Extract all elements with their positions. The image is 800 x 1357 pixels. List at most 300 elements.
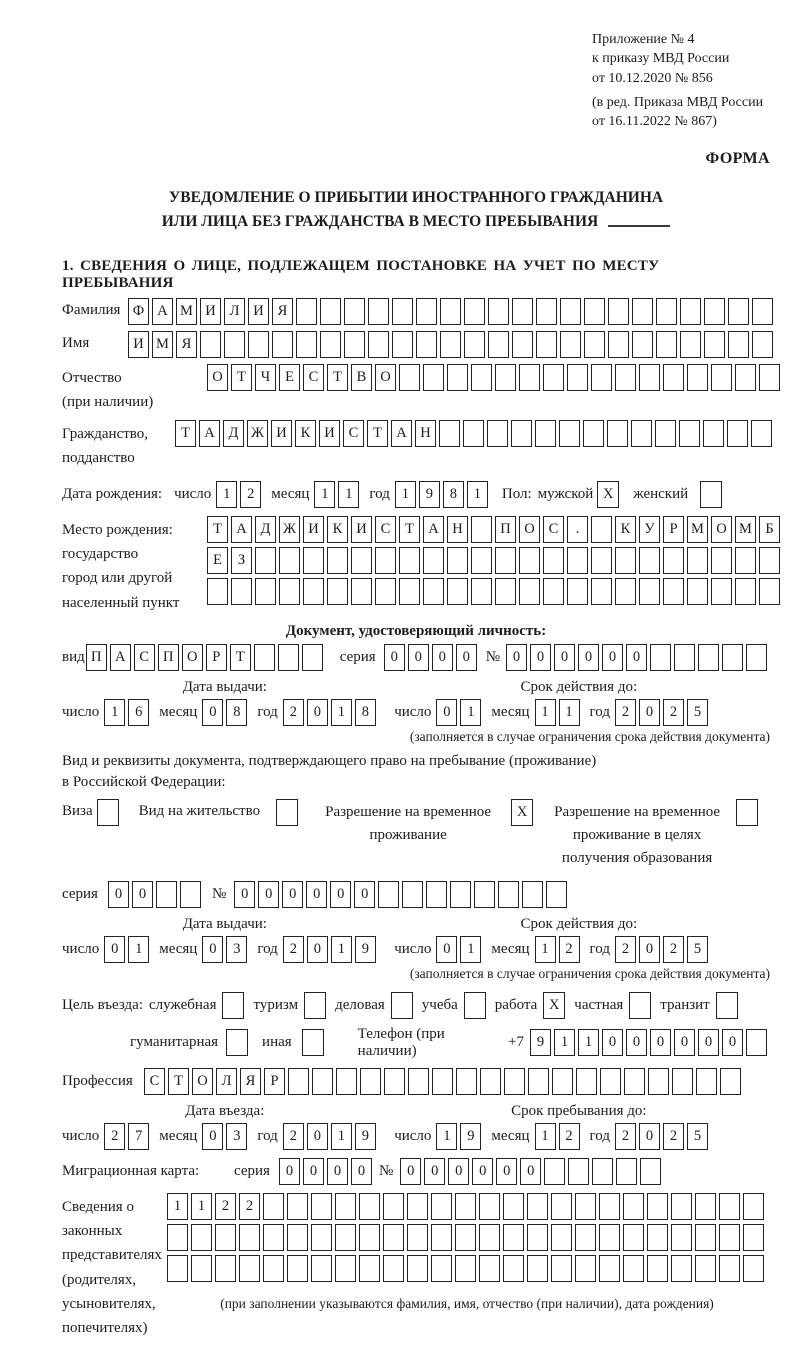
char-box[interactable]: И [319, 420, 340, 447]
char-box[interactable] [480, 1068, 501, 1095]
char-box[interactable] [344, 298, 365, 325]
char-box[interactable]: 6 [128, 699, 149, 726]
char-box[interactable]: 0 [424, 1158, 445, 1185]
char-box[interactable]: 1 [535, 699, 556, 726]
char-box[interactable] [536, 331, 557, 358]
char-box[interactable] [488, 298, 509, 325]
char-box[interactable]: 2 [104, 1123, 125, 1150]
char-box[interactable]: 0 [351, 1158, 372, 1185]
char-box[interactable] [674, 644, 695, 671]
char-box[interactable] [320, 331, 341, 358]
char-box[interactable] [608, 331, 629, 358]
char-box[interactable] [591, 578, 612, 605]
char-box[interactable]: О [207, 364, 228, 391]
char-box[interactable] [272, 331, 293, 358]
char-box[interactable] [287, 1193, 308, 1220]
char-box[interactable] [156, 881, 177, 908]
char-box[interactable] [527, 1193, 548, 1220]
char-box[interactable] [671, 1193, 692, 1220]
char-box[interactable] [639, 364, 660, 391]
char-box[interactable]: Т [230, 644, 251, 671]
char-box[interactable]: К [615, 516, 636, 543]
char-box[interactable] [680, 298, 701, 325]
char-box[interactable]: 1 [460, 936, 481, 963]
char-box[interactable] [519, 547, 540, 574]
char-box[interactable] [311, 1224, 332, 1251]
char-box[interactable] [431, 1193, 452, 1220]
char-box[interactable]: С [543, 516, 564, 543]
char-box[interactable] [575, 1193, 596, 1220]
char-box[interactable] [695, 1255, 716, 1282]
char-box[interactable]: Д [255, 516, 276, 543]
char-box[interactable] [687, 547, 708, 574]
char-box[interactable] [543, 364, 564, 391]
char-box[interactable]: 0 [554, 644, 575, 671]
char-box[interactable] [648, 1068, 669, 1095]
char-box[interactable]: 0 [282, 881, 303, 908]
char-box[interactable]: 3 [226, 936, 247, 963]
char-box[interactable] [471, 578, 492, 605]
char-box[interactable]: П [86, 644, 107, 671]
char-box[interactable]: 2 [559, 936, 580, 963]
char-box[interactable] [439, 420, 460, 447]
char-box[interactable] [671, 1255, 692, 1282]
char-box[interactable]: 0 [306, 881, 327, 908]
char-box[interactable] [440, 298, 461, 325]
char-box[interactable] [479, 1224, 500, 1251]
char-box[interactable]: 1 [128, 936, 149, 963]
char-box[interactable]: И [271, 420, 292, 447]
char-box[interactable] [200, 331, 221, 358]
char-box[interactable] [591, 516, 612, 543]
char-box[interactable]: У [639, 516, 660, 543]
char-box[interactable]: Л [216, 1068, 237, 1095]
char-box[interactable] [728, 331, 749, 358]
char-box[interactable]: Я [176, 331, 197, 358]
char-box[interactable]: П [495, 516, 516, 543]
char-box[interactable]: 0 [639, 936, 660, 963]
char-box[interactable]: Т [168, 1068, 189, 1095]
char-box[interactable] [567, 578, 588, 605]
char-box[interactable] [288, 1068, 309, 1095]
char-box[interactable]: А [152, 298, 173, 325]
char-box[interactable]: 1 [578, 1029, 599, 1056]
char-box[interactable] [632, 298, 653, 325]
char-box[interactable] [743, 1255, 764, 1282]
char-box[interactable] [543, 578, 564, 605]
char-box[interactable]: 0 [722, 1029, 743, 1056]
char-box[interactable] [224, 331, 245, 358]
char-box[interactable]: 0 [279, 1158, 300, 1185]
char-box[interactable] [759, 364, 780, 391]
temp-residence-checkbox[interactable]: X [511, 799, 533, 826]
char-box[interactable] [471, 516, 492, 543]
char-box[interactable] [255, 578, 276, 605]
char-box[interactable]: Е [279, 364, 300, 391]
char-box[interactable]: 2 [239, 1193, 260, 1220]
char-box[interactable] [551, 1224, 572, 1251]
char-box[interactable]: 2 [283, 936, 304, 963]
char-box[interactable]: З [231, 547, 252, 574]
char-box[interactable] [360, 1068, 381, 1095]
char-box[interactable] [727, 420, 748, 447]
char-box[interactable] [560, 331, 581, 358]
char-box[interactable]: 0 [327, 1158, 348, 1185]
char-box[interactable] [575, 1255, 596, 1282]
char-box[interactable] [215, 1255, 236, 1282]
char-box[interactable] [607, 420, 628, 447]
sex-male-checkbox[interactable]: X [597, 481, 619, 508]
char-box[interactable]: 1 [559, 699, 580, 726]
purpose-business-checkbox[interactable] [391, 992, 413, 1019]
char-box[interactable]: 1 [191, 1193, 212, 1220]
char-box[interactable] [368, 298, 389, 325]
char-box[interactable]: 2 [663, 936, 684, 963]
purpose-transit-checkbox[interactable] [716, 992, 738, 1019]
char-box[interactable] [600, 1068, 621, 1095]
char-box[interactable]: 3 [226, 1123, 247, 1150]
char-box[interactable]: 0 [626, 644, 647, 671]
char-box[interactable] [711, 364, 732, 391]
char-box[interactable]: 1 [554, 1029, 575, 1056]
char-box[interactable]: 1 [104, 699, 125, 726]
char-box[interactable]: 0 [530, 644, 551, 671]
char-box[interactable]: Т [399, 516, 420, 543]
char-box[interactable] [735, 547, 756, 574]
char-box[interactable]: 0 [258, 881, 279, 908]
char-box[interactable]: 2 [240, 481, 261, 508]
char-box[interactable] [543, 547, 564, 574]
char-box[interactable] [743, 1224, 764, 1251]
char-box[interactable]: 2 [283, 699, 304, 726]
char-box[interactable] [746, 1029, 767, 1056]
char-box[interactable] [447, 547, 468, 574]
char-box[interactable] [567, 547, 588, 574]
char-box[interactable] [495, 547, 516, 574]
char-box[interactable]: 0 [506, 644, 527, 671]
char-box[interactable]: Р [663, 516, 684, 543]
char-box[interactable]: А [231, 516, 252, 543]
char-box[interactable] [591, 364, 612, 391]
char-box[interactable] [335, 1224, 356, 1251]
char-box[interactable] [687, 578, 708, 605]
char-box[interactable]: В [351, 364, 372, 391]
char-box[interactable]: Н [447, 516, 468, 543]
char-box[interactable] [560, 298, 581, 325]
char-box[interactable] [568, 1158, 589, 1185]
char-box[interactable] [663, 578, 684, 605]
char-box[interactable] [359, 1224, 380, 1251]
char-box[interactable]: 2 [663, 1123, 684, 1150]
char-box[interactable]: 2 [283, 1123, 304, 1150]
char-box[interactable] [311, 1193, 332, 1220]
char-box[interactable] [408, 1068, 429, 1095]
char-box[interactable] [752, 298, 773, 325]
char-box[interactable]: Т [207, 516, 228, 543]
char-box[interactable] [546, 881, 567, 908]
char-box[interactable] [378, 881, 399, 908]
char-box[interactable] [302, 644, 323, 671]
char-box[interactable] [599, 1255, 620, 1282]
char-box[interactable]: 0 [307, 699, 328, 726]
char-box[interactable] [695, 1193, 716, 1220]
char-box[interactable]: 2 [215, 1193, 236, 1220]
char-box[interactable]: И [248, 298, 269, 325]
char-box[interactable]: Ж [279, 516, 300, 543]
char-box[interactable]: 2 [615, 936, 636, 963]
char-box[interactable]: 1 [314, 481, 335, 508]
char-box[interactable] [599, 1193, 620, 1220]
char-box[interactable]: 5 [687, 1123, 708, 1150]
char-box[interactable] [672, 1068, 693, 1095]
char-box[interactable]: Т [231, 364, 252, 391]
char-box[interactable]: 0 [436, 699, 457, 726]
char-box[interactable]: С [303, 364, 324, 391]
char-box[interactable]: 0 [448, 1158, 469, 1185]
char-box[interactable]: . [567, 516, 588, 543]
char-box[interactable]: 0 [639, 699, 660, 726]
char-box[interactable] [519, 578, 540, 605]
char-box[interactable]: 1 [331, 936, 352, 963]
char-box[interactable] [584, 331, 605, 358]
purpose-official-checkbox[interactable] [222, 992, 244, 1019]
char-box[interactable]: 0 [354, 881, 375, 908]
char-box[interactable] [746, 644, 767, 671]
char-box[interactable] [663, 364, 684, 391]
char-box[interactable]: 2 [615, 1123, 636, 1150]
char-box[interactable] [735, 578, 756, 605]
char-box[interactable] [751, 420, 772, 447]
char-box[interactable] [464, 298, 485, 325]
char-box[interactable]: О [519, 516, 540, 543]
char-box[interactable] [696, 1068, 717, 1095]
char-box[interactable]: 0 [602, 1029, 623, 1056]
char-box[interactable]: А [110, 644, 131, 671]
char-box[interactable] [383, 1224, 404, 1251]
char-box[interactable] [728, 298, 749, 325]
char-box[interactable] [495, 364, 516, 391]
char-box[interactable] [263, 1193, 284, 1220]
char-box[interactable]: 1 [395, 481, 416, 508]
char-box[interactable]: 1 [331, 1123, 352, 1150]
char-box[interactable] [432, 1068, 453, 1095]
char-box[interactable] [567, 364, 588, 391]
char-box[interactable] [303, 578, 324, 605]
char-box[interactable] [704, 331, 725, 358]
char-box[interactable]: 1 [331, 699, 352, 726]
char-box[interactable]: Н [415, 420, 436, 447]
residence-permit-checkbox[interactable] [276, 799, 298, 826]
char-box[interactable] [335, 1193, 356, 1220]
char-box[interactable]: М [735, 516, 756, 543]
char-box[interactable] [431, 1255, 452, 1282]
char-box[interactable] [383, 1255, 404, 1282]
char-box[interactable] [335, 1255, 356, 1282]
char-box[interactable]: Б [759, 516, 780, 543]
char-box[interactable]: О [375, 364, 396, 391]
char-box[interactable] [576, 1068, 597, 1095]
char-box[interactable] [559, 420, 580, 447]
char-box[interactable] [303, 547, 324, 574]
char-box[interactable]: 5 [687, 936, 708, 963]
char-box[interactable] [551, 1193, 572, 1220]
char-box[interactable] [639, 547, 660, 574]
char-box[interactable]: Р [206, 644, 227, 671]
char-box[interactable]: 1 [436, 1123, 457, 1150]
char-box[interactable] [215, 1224, 236, 1251]
char-box[interactable]: 0 [234, 881, 255, 908]
char-box[interactable] [687, 364, 708, 391]
char-box[interactable] [575, 1224, 596, 1251]
char-box[interactable]: 0 [202, 1123, 223, 1150]
char-box[interactable] [287, 1255, 308, 1282]
char-box[interactable] [552, 1068, 573, 1095]
char-box[interactable] [599, 1224, 620, 1251]
char-box[interactable] [474, 881, 495, 908]
char-box[interactable]: 0 [626, 1029, 647, 1056]
char-box[interactable] [752, 331, 773, 358]
char-box[interactable]: К [295, 420, 316, 447]
char-box[interactable] [431, 1224, 452, 1251]
char-box[interactable]: 0 [432, 644, 453, 671]
char-box[interactable] [495, 578, 516, 605]
char-box[interactable] [703, 420, 724, 447]
char-box[interactable] [656, 331, 677, 358]
char-box[interactable]: 0 [496, 1158, 517, 1185]
char-box[interactable] [456, 1068, 477, 1095]
char-box[interactable] [488, 331, 509, 358]
char-box[interactable]: 0 [132, 881, 153, 908]
char-box[interactable]: А [391, 420, 412, 447]
char-box[interactable] [407, 1255, 428, 1282]
char-box[interactable]: 0 [202, 699, 223, 726]
char-box[interactable] [471, 364, 492, 391]
char-box[interactable] [167, 1255, 188, 1282]
char-box[interactable] [479, 1255, 500, 1282]
char-box[interactable] [498, 881, 519, 908]
char-box[interactable] [359, 1255, 380, 1282]
char-box[interactable]: 0 [104, 936, 125, 963]
char-box[interactable] [519, 364, 540, 391]
char-box[interactable]: Ч [255, 364, 276, 391]
char-box[interactable] [375, 578, 396, 605]
char-box[interactable] [278, 644, 299, 671]
char-box[interactable] [279, 547, 300, 574]
char-box[interactable] [623, 1224, 644, 1251]
char-box[interactable] [720, 1068, 741, 1095]
char-box[interactable]: 0 [639, 1123, 660, 1150]
char-box[interactable]: 0 [202, 936, 223, 963]
char-box[interactable] [544, 1158, 565, 1185]
char-box[interactable] [479, 1193, 500, 1220]
char-box[interactable]: П [158, 644, 179, 671]
char-box[interactable] [296, 298, 317, 325]
char-box[interactable] [440, 331, 461, 358]
char-box[interactable] [711, 547, 732, 574]
char-box[interactable]: И [128, 331, 149, 358]
char-box[interactable] [759, 547, 780, 574]
char-box[interactable]: 5 [687, 699, 708, 726]
char-box[interactable]: Е [207, 547, 228, 574]
purpose-private-checkbox[interactable] [629, 992, 651, 1019]
char-box[interactable] [719, 1224, 740, 1251]
char-box[interactable] [423, 364, 444, 391]
char-box[interactable] [631, 420, 652, 447]
char-box[interactable]: Р [264, 1068, 285, 1095]
char-box[interactable] [463, 420, 484, 447]
char-box[interactable]: 0 [436, 936, 457, 963]
char-box[interactable] [416, 298, 437, 325]
char-box[interactable] [392, 298, 413, 325]
char-box[interactable]: С [343, 420, 364, 447]
char-box[interactable] [616, 1158, 637, 1185]
char-box[interactable]: Т [327, 364, 348, 391]
char-box[interactable] [503, 1193, 524, 1220]
char-box[interactable]: 8 [355, 699, 376, 726]
char-box[interactable]: О [192, 1068, 213, 1095]
char-box[interactable] [263, 1224, 284, 1251]
char-box[interactable] [680, 331, 701, 358]
char-box[interactable] [759, 578, 780, 605]
char-box[interactable] [255, 547, 276, 574]
char-box[interactable] [344, 331, 365, 358]
char-box[interactable]: 0 [384, 644, 405, 671]
char-box[interactable] [647, 1255, 668, 1282]
char-box[interactable]: 0 [307, 936, 328, 963]
char-box[interactable] [327, 547, 348, 574]
char-box[interactable]: 0 [456, 644, 477, 671]
char-box[interactable]: Т [367, 420, 388, 447]
char-box[interactable] [503, 1255, 524, 1282]
char-box[interactable] [416, 331, 437, 358]
char-box[interactable] [503, 1224, 524, 1251]
char-box[interactable]: 9 [355, 1123, 376, 1150]
char-box[interactable] [311, 1255, 332, 1282]
char-box[interactable]: Ф [128, 298, 149, 325]
char-box[interactable] [320, 298, 341, 325]
char-box[interactable]: 1 [216, 481, 237, 508]
char-box[interactable]: 2 [615, 699, 636, 726]
char-box[interactable] [640, 1158, 661, 1185]
char-box[interactable]: М [176, 298, 197, 325]
char-box[interactable]: И [351, 516, 372, 543]
char-box[interactable] [450, 881, 471, 908]
char-box[interactable] [327, 578, 348, 605]
char-box[interactable]: М [152, 331, 173, 358]
char-box[interactable] [336, 1068, 357, 1095]
char-box[interactable] [615, 364, 636, 391]
char-box[interactable]: С [375, 516, 396, 543]
char-box[interactable]: 0 [602, 644, 623, 671]
char-box[interactable] [592, 1158, 613, 1185]
char-box[interactable]: 0 [650, 1029, 671, 1056]
char-box[interactable]: 2 [559, 1123, 580, 1150]
char-box[interactable]: 1 [467, 481, 488, 508]
char-box[interactable] [632, 331, 653, 358]
char-box[interactable]: 7 [128, 1123, 149, 1150]
char-box[interactable] [639, 578, 660, 605]
char-box[interactable] [447, 364, 468, 391]
char-box[interactable] [351, 578, 372, 605]
char-box[interactable] [402, 881, 423, 908]
char-box[interactable] [551, 1255, 572, 1282]
char-box[interactable] [655, 420, 676, 447]
char-box[interactable]: Л [224, 298, 245, 325]
char-box[interactable]: 8 [226, 699, 247, 726]
char-box[interactable]: Т [175, 420, 196, 447]
char-box[interactable] [608, 298, 629, 325]
char-box[interactable] [735, 364, 756, 391]
